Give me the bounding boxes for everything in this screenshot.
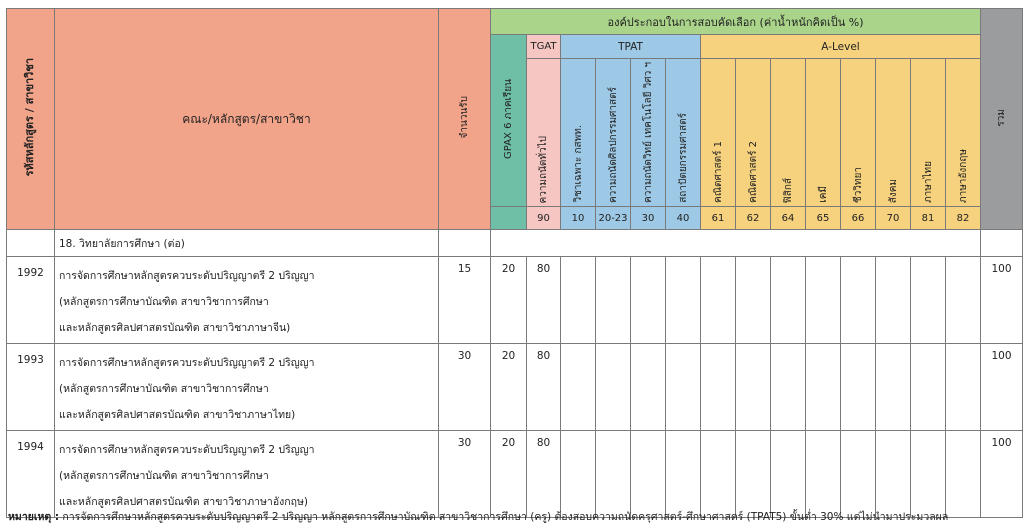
subject-code: 40 bbox=[666, 207, 701, 230]
program-line: (หลักสูตรการศึกษาบัณฑิต สาขาวิชาการศึกษา bbox=[59, 383, 269, 395]
empty-cell bbox=[666, 431, 701, 518]
program-code: 1994 bbox=[7, 431, 55, 518]
empty-cell bbox=[946, 257, 981, 344]
subject-code: 20-23 bbox=[596, 207, 631, 230]
empty-cell bbox=[561, 431, 596, 518]
admission-criteria-table bbox=[6, 8, 1023, 518]
empty-cell bbox=[841, 344, 876, 431]
subject-name: ความถนัดทั่วไป bbox=[538, 135, 549, 203]
subject-code: 61 bbox=[701, 207, 736, 230]
empty-cell bbox=[596, 344, 631, 431]
subject-code: 64 bbox=[771, 207, 806, 230]
empty-cell bbox=[946, 344, 981, 431]
subject-header-70 bbox=[876, 59, 911, 207]
gpax-code-cell bbox=[491, 207, 527, 230]
subject-header-64 bbox=[771, 59, 806, 207]
subject-header-20-23 bbox=[596, 59, 631, 207]
table-row bbox=[7, 431, 1023, 518]
subject-name: สถาปัตยกรรมศาสตร์ bbox=[677, 113, 689, 203]
program-name bbox=[55, 257, 439, 344]
empty-cell bbox=[806, 431, 841, 518]
subject-header-82 bbox=[946, 59, 981, 207]
empty-cell bbox=[596, 257, 631, 344]
subject-name: คณิตศาสตร์ 2 bbox=[747, 141, 759, 203]
empty-cell bbox=[736, 344, 771, 431]
tgat-group-header: TGAT bbox=[527, 35, 561, 59]
program-name bbox=[55, 344, 439, 431]
footnote bbox=[8, 508, 948, 525]
gpax-header bbox=[491, 35, 527, 207]
subject-header-10 bbox=[561, 59, 596, 207]
table-row bbox=[7, 344, 1023, 431]
subject-header-30 bbox=[631, 59, 666, 207]
tgat-value: 80 bbox=[527, 344, 561, 431]
subject-name: ความถนัดวิทย์ เทคโนโลยี วิศว ฯ bbox=[642, 62, 654, 203]
empty-cell bbox=[596, 431, 631, 518]
empty-cell bbox=[666, 257, 701, 344]
code-header bbox=[7, 9, 55, 230]
empty-cell bbox=[876, 431, 911, 518]
empty-cell bbox=[701, 344, 736, 431]
total-value: 100 bbox=[981, 257, 1023, 344]
subject-name: ความถนัดศิลปกรรมศาสตร์ bbox=[607, 86, 619, 203]
subject-header-61 bbox=[701, 59, 736, 207]
program-line: (หลักสูตรการศึกษาบัณฑิต สาขาวิชาการศึกษา bbox=[59, 296, 269, 308]
subject-code: 70 bbox=[876, 207, 911, 230]
program-code: 1993 bbox=[7, 344, 55, 431]
gpax-value: 20 bbox=[491, 431, 527, 518]
subject-header-81 bbox=[911, 59, 946, 207]
empty-cell bbox=[841, 431, 876, 518]
subject-name: ชีววิทยา bbox=[852, 166, 864, 203]
empty-cell bbox=[876, 344, 911, 431]
quota-value: 30 bbox=[439, 431, 491, 518]
subject-code: 65 bbox=[806, 207, 841, 230]
empty-cell bbox=[701, 431, 736, 518]
empty-cell bbox=[841, 257, 876, 344]
empty-cell bbox=[806, 344, 841, 431]
quota-header-label: จำนวนรับ bbox=[459, 96, 470, 139]
program-line: การจัดการศึกษาหลักสูตรควบระดับปริญญาตรี 2 ปริญญา bbox=[59, 270, 315, 282]
program-name bbox=[55, 431, 439, 518]
gpax-header-label: GPAX 6 ภาคเรียน bbox=[503, 79, 514, 159]
empty-cell bbox=[561, 257, 596, 344]
tgat-value: 80 bbox=[527, 431, 561, 518]
total-header-label: รวม bbox=[996, 108, 1007, 127]
empty-cell bbox=[911, 431, 946, 518]
subject-name: เคมี bbox=[817, 186, 829, 203]
empty-cell bbox=[631, 257, 666, 344]
table-row bbox=[7, 257, 1023, 344]
subject-code: 90 bbox=[527, 207, 561, 230]
section-title: 18. วิทยาลัยการศึกษา (ต่อ) bbox=[55, 230, 439, 257]
subject-header-66 bbox=[841, 59, 876, 207]
empty-cell bbox=[946, 431, 981, 518]
footnote-label: หมายเหตุ : bbox=[8, 511, 60, 523]
empty-cell bbox=[911, 257, 946, 344]
subject-code: 82 bbox=[946, 207, 981, 230]
subject-name: สังคม bbox=[887, 178, 899, 203]
empty-cell bbox=[561, 344, 596, 431]
tpat-group-header: TPAT bbox=[561, 35, 701, 59]
subject-name: วิชาเฉพาะ กสพท. bbox=[572, 125, 584, 203]
subject-header-65 bbox=[806, 59, 841, 207]
subject-name: คณิตศาสตร์ 1 bbox=[712, 141, 724, 203]
subject-name: ภาษาไทย bbox=[922, 161, 934, 203]
subject-header-40 bbox=[666, 59, 701, 207]
total-value: 100 bbox=[981, 344, 1023, 431]
empty-cell bbox=[771, 257, 806, 344]
subject-code: 62 bbox=[736, 207, 771, 230]
footnote-text: การจัดการศึกษาหลักสูตรควบระดับปริญญาตรี 2 ปริญญา หลักสูตรการศึกษาบัณฑิต สาขาวิชาการศึกษา (ครู) ต้องสอบความถนัดครุศาสตร์-ศึกษาศาสตร์ (TPAT5) ขั้นต่ำ 30% แต่ไม่นำมาประมวลผล bbox=[62, 511, 949, 523]
quota-header bbox=[439, 9, 491, 230]
quota-value: 30 bbox=[439, 344, 491, 431]
subject-name: ฟิสิกส์ bbox=[782, 177, 794, 203]
code-header-label: รหัสหลักสูตร / สาขาวิชา bbox=[23, 58, 37, 177]
quota-value: 15 bbox=[439, 257, 491, 344]
program-header: คณะ/หลักสูตร/สาขาวิชา bbox=[55, 9, 439, 230]
tgat-value: 80 bbox=[527, 257, 561, 344]
program-code: 1992 bbox=[7, 257, 55, 344]
empty-cell bbox=[911, 344, 946, 431]
program-line: (หลักสูตรการศึกษาบัณฑิต สาขาวิชาการศึกษา bbox=[59, 470, 269, 482]
subject-header-62 bbox=[736, 59, 771, 207]
gpax-value: 20 bbox=[491, 257, 527, 344]
subject-code: 81 bbox=[911, 207, 946, 230]
total-value: 100 bbox=[981, 431, 1023, 518]
subject-name: ภาษาอังกฤษ bbox=[957, 148, 969, 203]
empty-cell bbox=[876, 257, 911, 344]
subject-code: 30 bbox=[631, 207, 666, 230]
program-line: การจัดการศึกษาหลักสูตรควบระดับปริญญาตรี 2 ปริญญา bbox=[59, 357, 315, 369]
subject-header-90 bbox=[527, 59, 561, 207]
empty-cell bbox=[771, 431, 806, 518]
gpax-value: 20 bbox=[491, 344, 527, 431]
subject-code: 10 bbox=[561, 207, 596, 230]
program-line: และหลักสูตรศิลปศาสตรบัณฑิต สาขาวิชาภาษาอังกฤษ) bbox=[59, 496, 308, 508]
empty-cell bbox=[631, 344, 666, 431]
section-row bbox=[7, 230, 1023, 257]
empty-cell bbox=[666, 344, 701, 431]
components-header: องค์ประกอบในการสอบคัดเลือก (ค่าน้ำหนักคิดเป็น %) bbox=[491, 9, 981, 35]
empty-cell bbox=[771, 344, 806, 431]
subject-code: 66 bbox=[841, 207, 876, 230]
empty-cell bbox=[631, 431, 666, 518]
empty-cell bbox=[736, 257, 771, 344]
program-rows bbox=[7, 257, 1023, 518]
total-header bbox=[981, 9, 1023, 230]
alevel-group-header: A-Level bbox=[701, 35, 981, 59]
empty-cell bbox=[736, 431, 771, 518]
program-line: และหลักสูตรศิลปศาสตรบัณฑิต สาขาวิชาภาษาไทย) bbox=[59, 409, 296, 421]
program-line: การจัดการศึกษาหลักสูตรควบระดับปริญญาตรี 2 ปริญญา bbox=[59, 444, 315, 456]
empty-cell bbox=[806, 257, 841, 344]
empty-cell bbox=[701, 257, 736, 344]
program-line: และหลักสูตรศิลปศาสตรบัณฑิต สาขาวิชาภาษาจีน) bbox=[59, 322, 291, 334]
